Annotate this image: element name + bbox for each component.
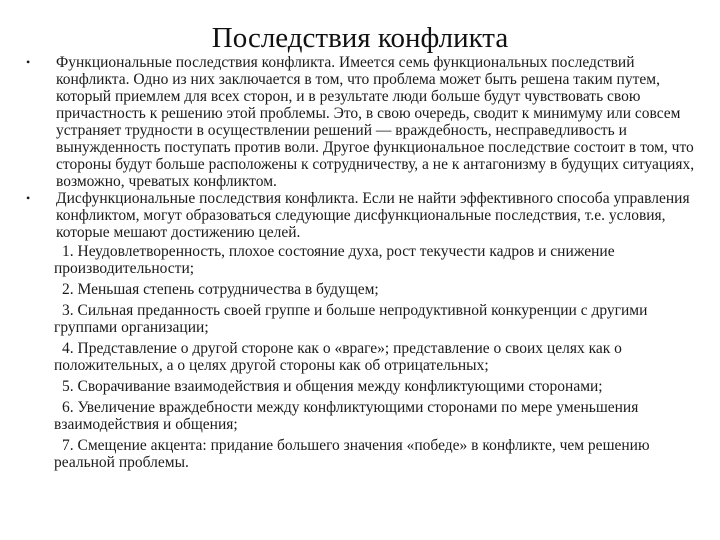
- bullet-dysfunctional: [24, 190, 700, 241]
- bullet-functional: [24, 54, 700, 190]
- bullet-dot-icon: •: [26, 55, 31, 69]
- slide-content: [24, 54, 700, 475]
- slide-title: Последствия конфликта: [211, 22, 509, 54]
- bullet-text-dysfunctional: Дисфункциональные последствия конфликта. Если не найти эффективного способа управления конфликтом, могут образоваться следующие дисфункциональные последствия, т.е. условия, которые мешают достижению целей.: [56, 190, 690, 241]
- bullet-dot-icon: •: [26, 191, 31, 205]
- list-item: 6. Увеличение враждебности между конфликтующими сторонами по мере уменьшения взаимодействия и общения;: [54, 399, 639, 433]
- consequences-list: [24, 243, 700, 471]
- list-item: 5. Сворачивание взаимодействия и общения между конфликтующими сторонами;: [62, 378, 603, 395]
- list-item: 3. Сильная преданность своей группе и больше непродуктивной конкуренции с другими группами организации;: [54, 302, 648, 336]
- list-item: 7. Смещение акцента: придание большего значения «победе» в конфликте, чем решению реальной проблемы.: [54, 437, 650, 471]
- list-item: 2. Меньшая степень сотрудничества в будущем;: [62, 281, 379, 298]
- list-item: 1. Неудовлетворенность, плохое состояние духа, рост текучести кадров и снижение производительности;: [54, 243, 615, 277]
- list-item: 4. Представление о другой стороне как о «враге»; представление о своих целях как о положительных, а о целях другой стороны как об отрицательных;: [54, 340, 622, 374]
- bullet-text-functional: Функциональные последствия конфликта. Имеется семь функциональных последствий конфликта. Одно из них заключается в том, что проблема может быть решена таким путем, который приемлем для всех сторон, и в результате люди больше будут чувствовать свою причастность к решению этой проблемы. Это, в свою очередь, сводит к минимуму или совсем устраняет трудности в осуществлении решений — враждебность, несправедливость и вынужденность поступать против воли. Другое функциональное последствие состоит в том, что стороны будут больше расположены к сотрудничеству, а не к антагонизму в будущих ситуациях, возможно, чреватых конфликтом.: [56, 54, 695, 190]
